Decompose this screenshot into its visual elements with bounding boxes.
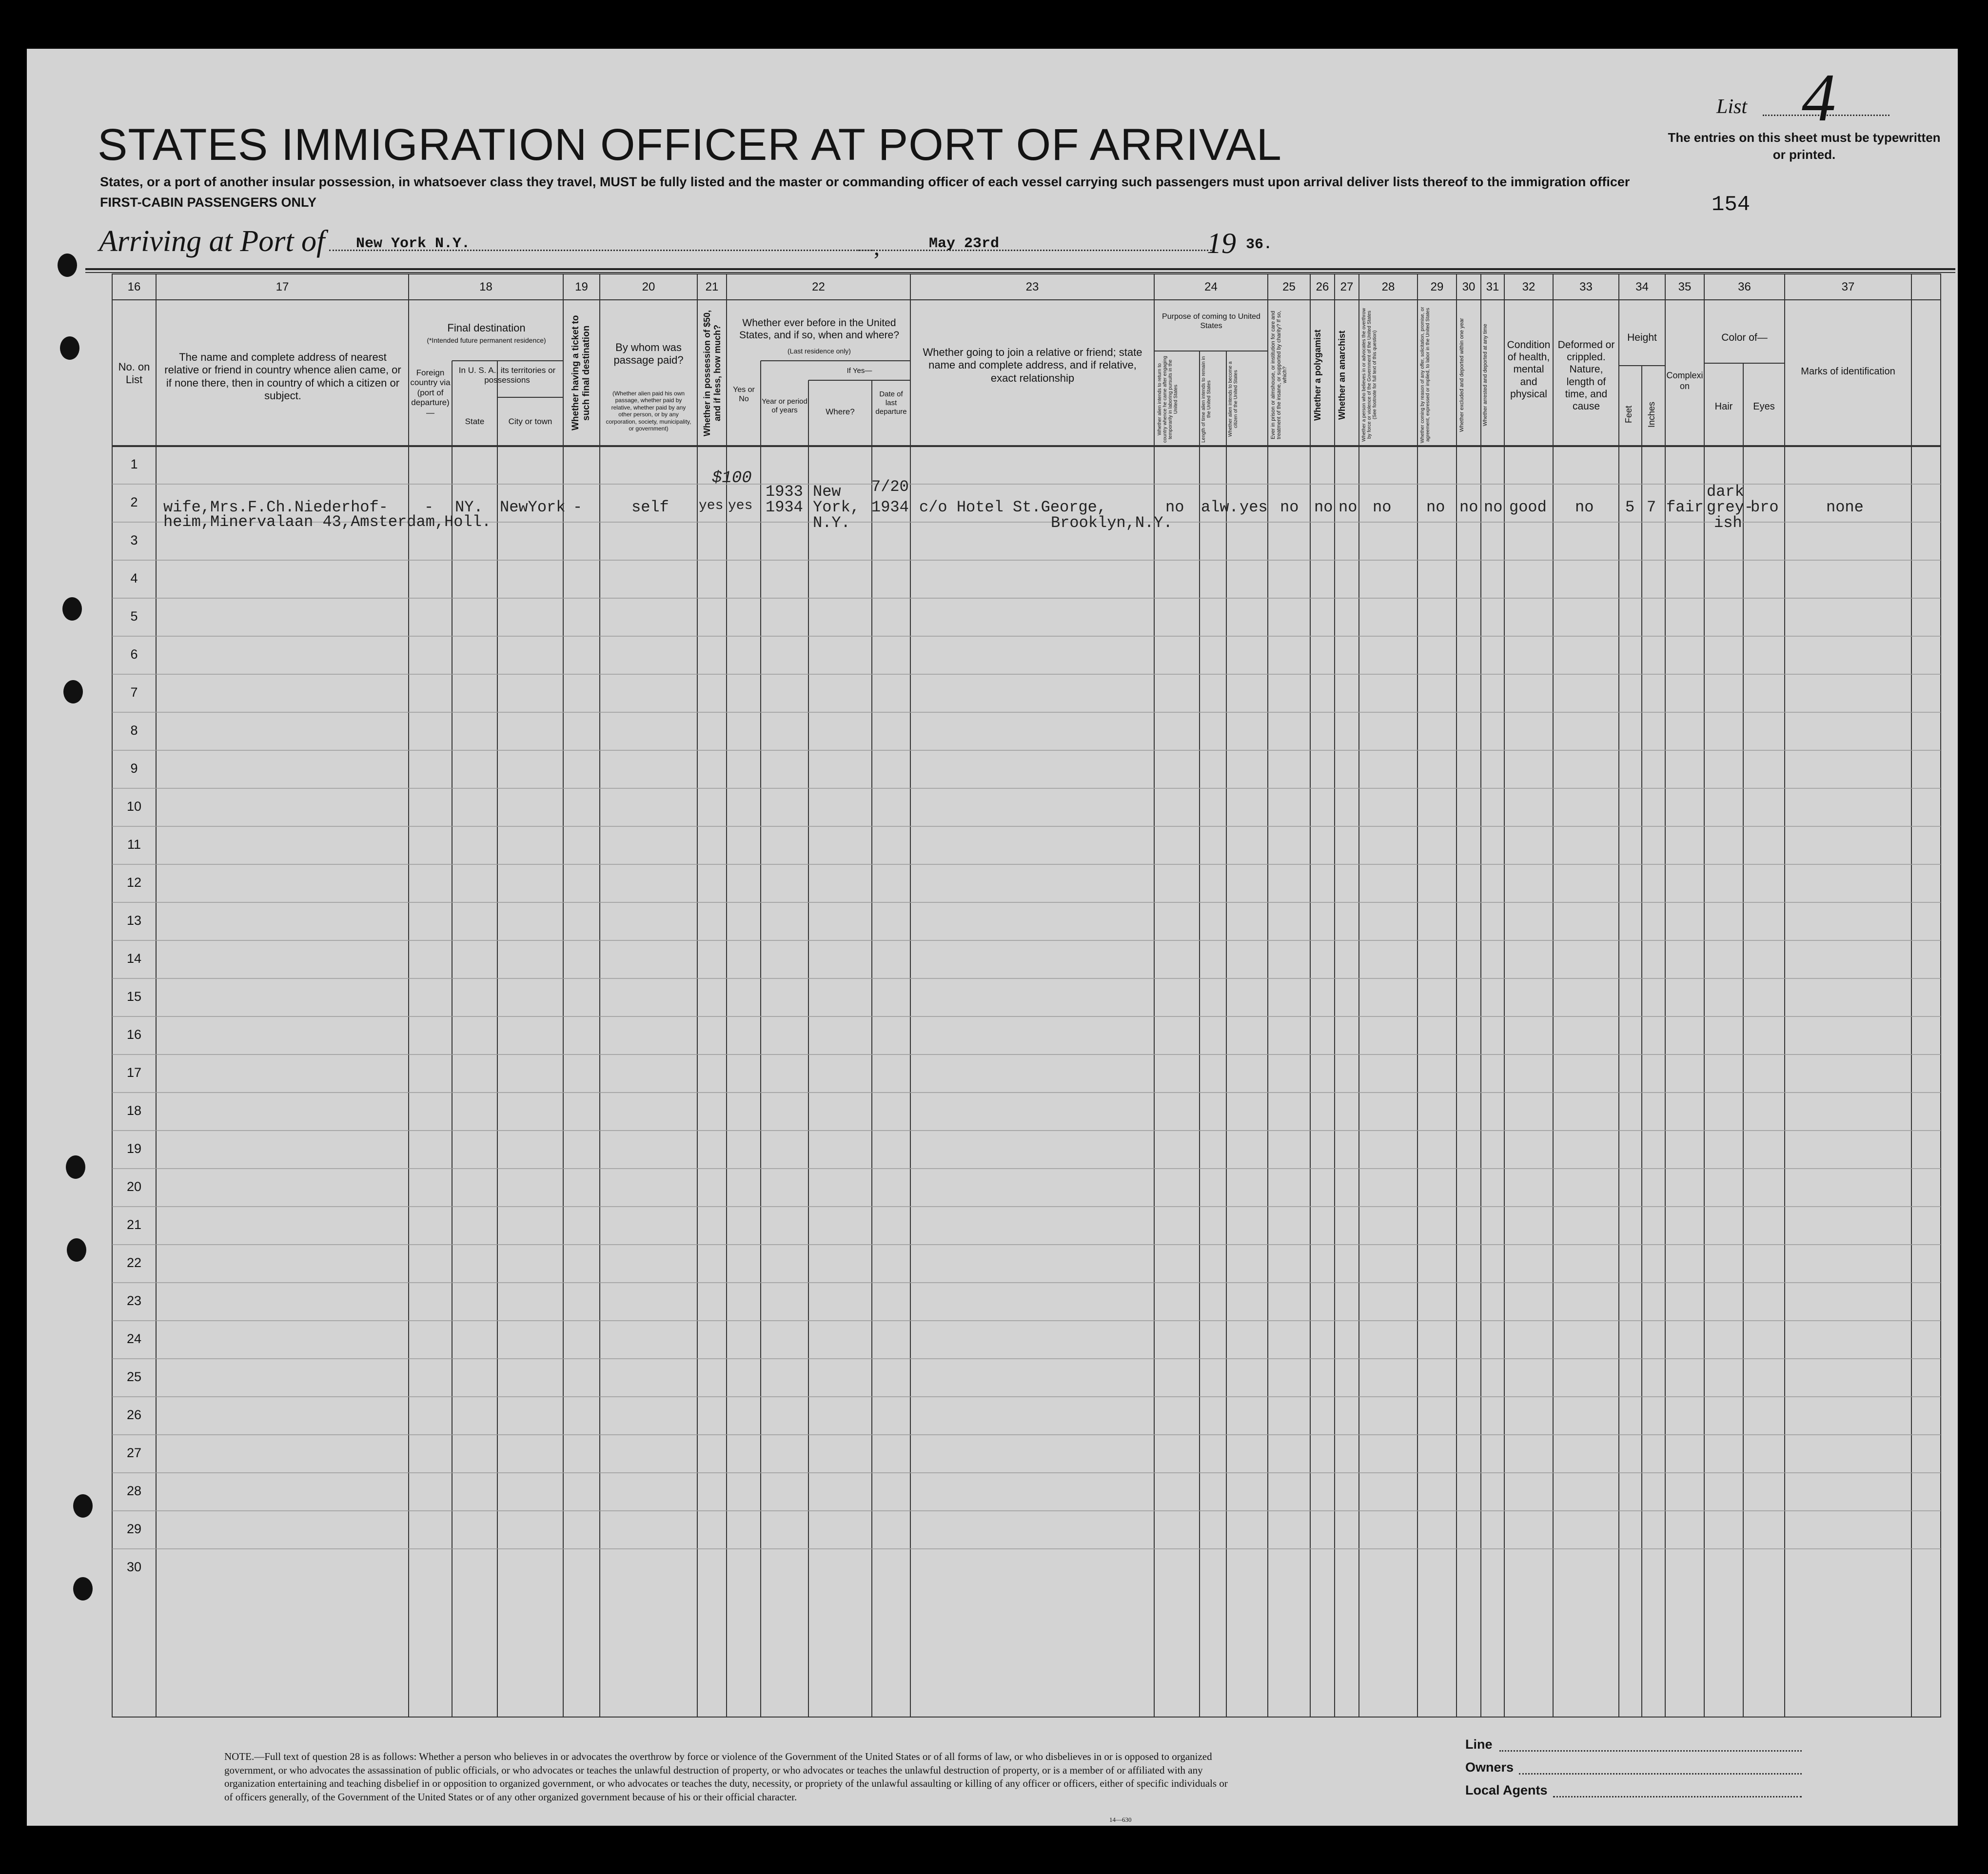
heading-nearest-relative: The name and complete address of nearest relative or friend in country whence alien came, or if none there, then in country of which a citizen or subject. xyxy=(164,351,401,402)
entry-where-2: York, xyxy=(813,498,860,516)
col-28: 28 xyxy=(1381,280,1395,293)
col-20: 20 xyxy=(642,280,655,293)
entry-departure-2: 1934 xyxy=(871,498,909,516)
entry-city: NewYork xyxy=(500,498,566,516)
heading-join-relative: Whether going to join a relative or friend; state name and complete address, and if relative, exact relationship xyxy=(923,346,1142,384)
heading-no-on-list: No. on List xyxy=(118,361,150,386)
binder-hole xyxy=(73,1494,93,1518)
stamp-number: 154 xyxy=(1712,193,1751,217)
heading-24b: Length of time alien intends to remain in the United States xyxy=(1201,356,1212,443)
heading-marks: Marks of identification xyxy=(1801,366,1895,377)
heading-hair: Hair xyxy=(1714,401,1733,412)
entry-foreign-country: - xyxy=(424,498,434,516)
col-23: 23 xyxy=(1025,280,1039,293)
row-number: 1 xyxy=(130,457,138,471)
col-30: 30 xyxy=(1462,280,1476,293)
row-number: 14 xyxy=(126,951,142,966)
heading-in-usa: In U. S. A., its territories or possessions xyxy=(458,366,556,385)
arriving-label: Arriving at Port of xyxy=(99,225,325,258)
row-number: 7 xyxy=(130,685,138,700)
manifest-sheet xyxy=(27,49,1958,1826)
heading-ever-before: Whether ever before in the United States, and if so, when and where? xyxy=(739,317,900,341)
agents-field xyxy=(1553,1796,1802,1797)
heading-eyes: Eyes xyxy=(1753,401,1775,412)
row-number: 28 xyxy=(126,1484,142,1498)
binder-hole xyxy=(62,597,82,621)
col-22: 22 xyxy=(812,280,825,293)
col-37: 37 xyxy=(1841,280,1855,293)
row-number: 10 xyxy=(126,799,142,814)
row-number: 25 xyxy=(126,1369,142,1384)
line-label: Line xyxy=(1465,1737,1493,1752)
entry-where-1: New xyxy=(813,483,841,501)
row-number: 30 xyxy=(126,1560,142,1574)
heading-inches: Inches xyxy=(1647,401,1656,428)
heading-date-departure: Date of last departure xyxy=(875,390,907,416)
row-number: 12 xyxy=(126,875,142,890)
form-code: 14—630 xyxy=(1109,1816,1132,1823)
heading-last-residence: (Last residence only) xyxy=(787,347,851,355)
entry-state: NY. xyxy=(455,498,483,516)
entry-money-amount: $100 xyxy=(712,469,752,488)
heading-final-destination-sub: (*Intended future permanent residence) xyxy=(427,336,546,344)
owners-label: Owners xyxy=(1465,1760,1514,1775)
col-27: 27 xyxy=(1340,280,1354,293)
heading-height: Height xyxy=(1627,332,1657,343)
heading-24c: Whether alien intends to become a citizen of the United States xyxy=(1228,361,1239,437)
heading-final-destination: Final destination xyxy=(447,322,526,334)
col-32: 32 xyxy=(1522,280,1535,293)
entry-complexion: fair xyxy=(1666,498,1704,516)
line-field xyxy=(1499,1750,1802,1752)
entry-anarchist: no xyxy=(1338,498,1358,516)
heading-passage-paid-sub: (Whether alien paid his own passage, whether paid by relative, whether paid by any other person, or by any corporation, society, municipality, or government) xyxy=(606,390,691,432)
entry-ever-before: yes xyxy=(728,498,753,513)
col-33: 33 xyxy=(1579,280,1593,293)
col-26: 26 xyxy=(1316,280,1329,293)
entry-ticket: - xyxy=(573,498,583,516)
col-21: 21 xyxy=(705,280,719,293)
heading-passage-paid: By whom was passage paid? xyxy=(613,341,684,367)
entry-passage-paid: self xyxy=(631,498,669,516)
heading-31: Whether arrested and deported at any time xyxy=(1482,324,1488,426)
port-value: New York N.Y. xyxy=(356,235,471,252)
owners-field xyxy=(1519,1773,1802,1775)
heading-where: Where? xyxy=(826,407,855,416)
heading-state: State xyxy=(465,417,485,426)
row-number: 3 xyxy=(130,533,138,547)
col-29: 29 xyxy=(1430,280,1444,293)
entry-join-line1: c/o Hotel St.George, xyxy=(919,498,1107,516)
row-number: 20 xyxy=(126,1179,142,1194)
entry-inches: 7 xyxy=(1647,498,1656,516)
row-number: 16 xyxy=(126,1027,142,1042)
binder-hole xyxy=(66,1155,85,1179)
binder-hole xyxy=(60,336,79,360)
col-18: 18 xyxy=(479,280,492,293)
row-number: 21 xyxy=(126,1217,142,1232)
row-number: 22 xyxy=(126,1255,142,1270)
heading-24a: Whether alien intends to return to country whence he came after engaging temporarily in laboring pursuits in the United States xyxy=(1157,356,1179,443)
entry-relative-line1: wife,Mrs.F.Ch.Niederhof- xyxy=(163,498,388,516)
entry-money: yes xyxy=(699,498,724,513)
heading-health: Condition of health, mental and physical xyxy=(1507,339,1551,400)
row-number: 26 xyxy=(126,1407,142,1422)
agents-label: Local Agents xyxy=(1465,1783,1548,1797)
entry-deformed: no xyxy=(1575,498,1594,516)
entry-citizen: yes xyxy=(1240,498,1268,516)
col-36: 36 xyxy=(1738,280,1751,293)
heading-ticket: Whether having a ticket to such final destination xyxy=(571,315,591,431)
heading-color-of: Color of— xyxy=(1721,332,1768,343)
binder-hole xyxy=(58,254,77,277)
row-number: 27 xyxy=(126,1445,142,1460)
entry-return-temp: no xyxy=(1165,498,1184,516)
heading-30: Whether excluded and deported within one year xyxy=(1459,318,1465,432)
year-prefix: 19 xyxy=(1207,227,1236,259)
year-suffix: 36. xyxy=(1246,236,1273,253)
col-19: 19 xyxy=(575,280,588,293)
entry-prison: no xyxy=(1280,498,1299,516)
manifest-grid xyxy=(27,49,1958,1826)
heading-28: Whether a person who believes in or advocates the overthrow by force or violence of the Government of the United States (See footnote for full text of this question) xyxy=(1361,308,1378,442)
heading-city: City or town xyxy=(508,417,552,426)
heading-deformed: Deformed or crippled. Nature, length of time, and cause xyxy=(1557,339,1615,412)
col-35: 35 xyxy=(1678,280,1692,293)
entry-departure-1: 7/20 xyxy=(871,478,909,496)
page-title: STATES IMMIGRATION OFFICER AT PORT OF ARRIVAL xyxy=(98,120,1282,170)
col-24: 24 xyxy=(1204,280,1218,293)
col-16: 16 xyxy=(127,280,141,293)
class-line: FIRST-CABIN PASSENGERS ONLY xyxy=(100,195,317,210)
entry-labor-offer: no xyxy=(1426,498,1445,516)
typewritten-notice: The entries on this sheet must be typewritten or printed. xyxy=(1668,130,1941,162)
row-number: 4 xyxy=(130,571,138,586)
entry-length-stay: alw. xyxy=(1201,498,1239,516)
date-value: May 23rd xyxy=(929,235,1000,252)
entry-feet: 5 xyxy=(1625,498,1635,516)
col-17: 17 xyxy=(276,280,289,293)
binder-hole xyxy=(67,1238,86,1262)
entry-arrested: no xyxy=(1484,498,1503,516)
row-number: 6 xyxy=(130,647,138,662)
entry-marks: none xyxy=(1826,498,1864,516)
row-number: 9 xyxy=(130,761,138,776)
row-number: 8 xyxy=(130,723,138,738)
row-number: 19 xyxy=(126,1141,142,1156)
heading-purpose: Purpose of coming to United States xyxy=(1162,312,1260,331)
col-31: 31 xyxy=(1486,280,1499,293)
row-number: 17 xyxy=(126,1065,142,1080)
entry-excluded: no xyxy=(1459,498,1478,516)
heading-money: Whether in possession of $50, and if less, how much? xyxy=(702,310,722,436)
row-number: 23 xyxy=(126,1293,142,1308)
col-25: 25 xyxy=(1282,280,1296,293)
entry-join-line2: Brooklyn,N.Y. xyxy=(1051,514,1173,532)
heading-feet: Feet xyxy=(1624,405,1634,424)
list-label: List xyxy=(1716,96,1748,118)
heading-yes-no: Yes or No xyxy=(733,386,755,404)
entry-years-2: 1934 xyxy=(766,498,803,516)
comma: , xyxy=(874,234,880,260)
heading-anarchist: Whether an anarchist xyxy=(1337,330,1347,420)
row-number: 11 xyxy=(127,837,141,852)
entry-hair-2: grey- xyxy=(1707,498,1754,516)
entry-relative-line2: heim,Minervalaan 43,Amsterdam,Holl. xyxy=(163,513,492,531)
entry-health: good xyxy=(1509,498,1547,516)
heading-29: Whether coming by reason of any offer, solicitation, promise, or agreement, expressed or implied, to labor in the United States xyxy=(1420,307,1431,443)
heading-year-period: Year or period of years xyxy=(762,397,807,414)
entry-hair-3: ish xyxy=(1714,514,1742,532)
entry-where-3: N.Y. xyxy=(813,514,850,532)
row-number: 18 xyxy=(126,1103,142,1118)
entry-hair-1: dark xyxy=(1707,483,1744,501)
col-34: 34 xyxy=(1635,280,1649,293)
instruction-text: States, or a port of another insular possession, in whatsoever class they travel, MUST be fully listed and the master or commanding officer of each vessel carrying such passengers must upon arrival deliver lists thereof to the immigration officer xyxy=(100,175,1630,189)
row-number: 24 xyxy=(126,1331,142,1346)
heading-if-yes: If Yes— xyxy=(846,367,872,375)
row-number: 13 xyxy=(126,913,142,928)
heading-foreign-country: Foreign country via (port of departure)— xyxy=(410,368,451,417)
row-number: 29 xyxy=(126,1522,142,1536)
binder-hole xyxy=(63,680,83,703)
heading-polygamist: Whether a polygamist xyxy=(1313,329,1322,421)
footnote: NOTE.—Full text of question 28 is as follows: Whether a person who believes in or advocates the overthrow by force or violence of the Government of the United States or of all forms of law, or who disbelieves in or is opposed to organized government, or who advocates the assassination of public officials, or who advocates or teaches the unlawful destruction of property, or who advocates or teaches the unlawful destruction of property, or is a member of or affiliated with any organization entertaining and teaching disbelief in or opposition to organized government, or who advocates or teaches the duty, necessity, or propriety of the unlawful assaulting or killing of any officer or officers, either of specific individuals or of officers generally, of the Government of the United States or of any other organized government because of his or their official character. xyxy=(224,1751,1228,1803)
heading-complexion: Complexion xyxy=(1666,371,1703,391)
entry-polygamist: no xyxy=(1314,498,1333,516)
entry-eyes: bro xyxy=(1751,498,1779,516)
entry-overthrow: no xyxy=(1373,498,1392,516)
row-number: 5 xyxy=(130,609,138,624)
heading-25: Ever in prison or almshouse, or institution for care and treatment of the insane, or supported by charity? If so, which? xyxy=(1270,311,1288,439)
binder-hole xyxy=(73,1577,93,1601)
row-number: 15 xyxy=(126,989,142,1004)
row-number: 2 xyxy=(130,495,138,509)
list-number: 4 xyxy=(1802,60,1836,136)
entry-years-1: 1933 xyxy=(766,483,803,501)
